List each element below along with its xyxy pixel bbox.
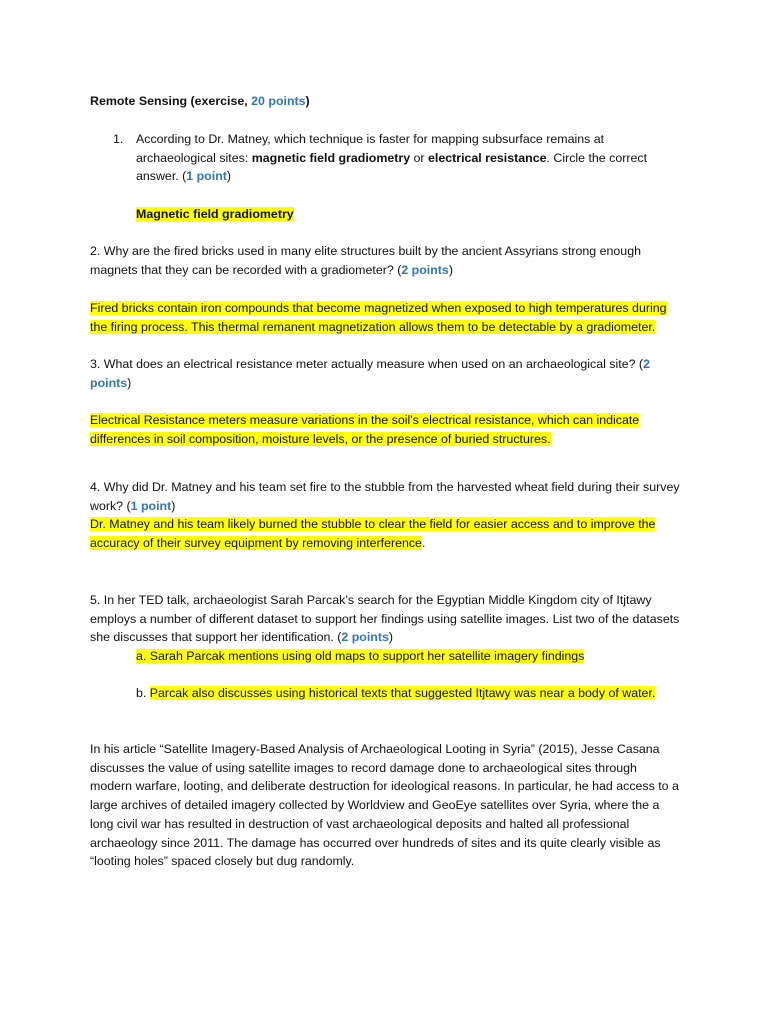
q5-points: 2 points	[341, 630, 389, 645]
question-2	[90, 242, 680, 279]
q5-answer-b: Parcak also discusses using historical texts that suggested Itjtawy was near a body of water.	[149, 686, 656, 700]
question-4	[90, 478, 680, 553]
q2-close: )	[448, 262, 453, 277]
question-5	[90, 591, 680, 647]
heading-points: 20 points	[251, 94, 306, 108]
q4-answer: Dr. Matney and his team likely burned the stubble to clear the field for easier access and to improve the accuracy of their survey equipment by removing interference	[90, 517, 656, 551]
question-3	[90, 355, 680, 392]
q1-option-2: electrical resistance	[428, 150, 547, 165]
q1-or: or	[410, 150, 428, 165]
q1-close: )	[226, 169, 232, 184]
q3-answer: Electrical Resistance meters measure variations in the soil's electrical resistance, which can indicate differences in soil composition, moisture levels, or the presence of buried structures.	[90, 413, 640, 446]
answer-5a	[136, 647, 656, 666]
heading-title: Remote Sensing (exercise,	[90, 94, 252, 108]
closing-paragraph: In his article “Satellite Imagery-Based Analysis of Archaeological Looting in Syria” (2015), Jesse Casana discusses the value of using satellite images to record damage done to archaeological sites through modern warfare, looting, and deliberate destruction for ideological reasons. In particular, he had access to a large archives of detailed imagery collected by Worldview and GeoEye satellites over Syria, where the a long civil war has resulted in destruction of vast archaeological deposits and halted all professional archaeology since 2011. The damage has occurred over hundreds of sites and its quite clearly visible as “looting holes” spaced closely but dug randomly.	[90, 742, 679, 869]
q1-text: According to Dr. Matney, which technique is faster for mapping subsurface remains at archaeological sites:	[136, 132, 605, 165]
q5-answer-a: a. Sarah Parcak mentions using old maps to support her satellite imagery findings	[136, 649, 585, 663]
question-1	[136, 130, 656, 186]
q4-text: 4. Why did Dr. Matney and his team set fire to the stubble from the harvested wheat field during their survey work? (	[90, 480, 680, 513]
answer-2	[90, 299, 680, 336]
q2-points: 2 points	[401, 262, 449, 277]
q1-text-b: . Circle the correct answer. (	[136, 150, 648, 184]
q3-text: 3. What does an electrical resistance meter actually measure when used on an archaeological site? (	[90, 357, 644, 371]
q1-answer: Magnetic field gradiometry	[136, 207, 294, 221]
q3-close: )	[127, 375, 132, 390]
q5-answer-b-label: b.	[136, 686, 150, 700]
q2-answer: Fired bricks contain iron compounds that become magnetized when exposed to high temperatures during the firing process. This thermal remanent magnetization allows them to be detectable by a gradiometer.	[90, 301, 667, 334]
heading-close: )	[305, 94, 310, 108]
answer-1	[136, 205, 656, 224]
q1-option-1: magnetic field gradiometry	[251, 150, 411, 165]
q1-points: 1 point	[186, 169, 227, 184]
q2-text: 2. Why are the fired bricks used in many elite structures built by the ancient Assyrians strong enough magnets that they can be recorded with a gradiometer? (	[90, 244, 641, 277]
q4-close: )	[171, 498, 176, 513]
q5-text: 5. In her TED talk, archaeologist Sarah Parcak’s search for the Egyptian Middle Kingdom city of Itjtawy employs a number of different dataset to support her findings using satellite images. List two of the datasets she discusses that support her identification. (	[90, 593, 680, 645]
q1-number: 1.	[113, 132, 124, 146]
answer-3	[90, 411, 680, 448]
q4-points: 1 point	[130, 498, 172, 513]
q5-close: )	[388, 630, 394, 645]
q3-points: 2 points	[90, 357, 650, 390]
section-heading	[90, 92, 680, 111]
answer-5b	[136, 684, 656, 703]
q4-answer-end: .	[421, 536, 426, 551]
